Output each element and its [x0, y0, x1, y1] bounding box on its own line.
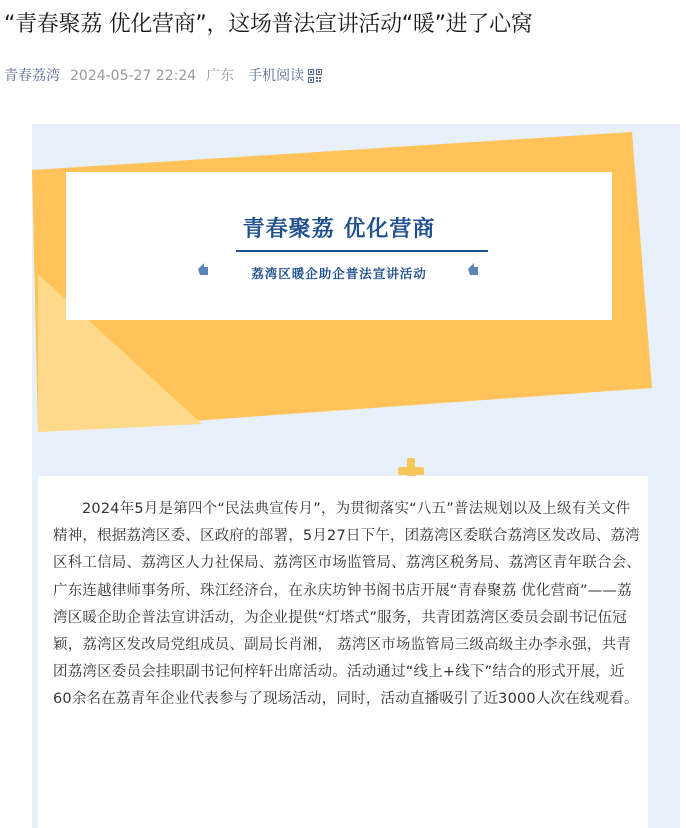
- qr-code-icon[interactable]: [308, 69, 322, 83]
- article-paragraph: 2024年5月是第四个“民法典宣传月”，为贯彻落实“八五”普法规划以及上级有关文件精神，根据荔湾区委、区政府的部署，5月27日下午，团荔湾区委联合荔湾区发改局、荔湾区科工信局、荔湾区人力社保局、荔湾区市场监管局、荔湾区税务局、荔湾区青年联合会、广东连越律师事务所、珠江经济台，在永庆坊钟书阁书店开展“青春聚荔 优化营商”——荔湾区暖企助企普法宣讲活动，为企业提供“灯塔式”服务，共青团荔湾区委员会副书记伍冠颖，荔湾区发改局党组成员、副局长肖湘， 荔湾区市场监管局三级高级主办李永强，共青团荔湾区委员会挂职副书记何梓轩出席活动。活动通过“线上+线下”结合的形式开展，近60余名在荔青年企业代表参与了现场活动，同时，活动直播吸引了近3000人次在线观看。: [53, 501, 641, 708]
- right-arrow-icon: [466, 262, 480, 276]
- article-title: “青春聚荔 优化营商”，这场普法宣讲活动“暖”进了心窝: [4, 12, 533, 37]
- banner-title: 青春聚荔 优化营商: [242, 217, 436, 242]
- publish-date: 2024-05-27 22:24: [70, 68, 197, 84]
- banner-card: [66, 172, 612, 320]
- banner-subtitle: 荔湾区暖企助企普法宣讲活动: [251, 266, 427, 281]
- article-content-panel: [32, 124, 680, 828]
- account-name[interactable]: 青春荔湾: [4, 68, 60, 84]
- mobile-read-link[interactable]: 手机阅读: [248, 68, 305, 84]
- publish-location: 广东: [206, 68, 235, 84]
- article-body-card: [38, 476, 648, 828]
- article-meta: [4, 66, 322, 86]
- banner-divider: [236, 250, 488, 252]
